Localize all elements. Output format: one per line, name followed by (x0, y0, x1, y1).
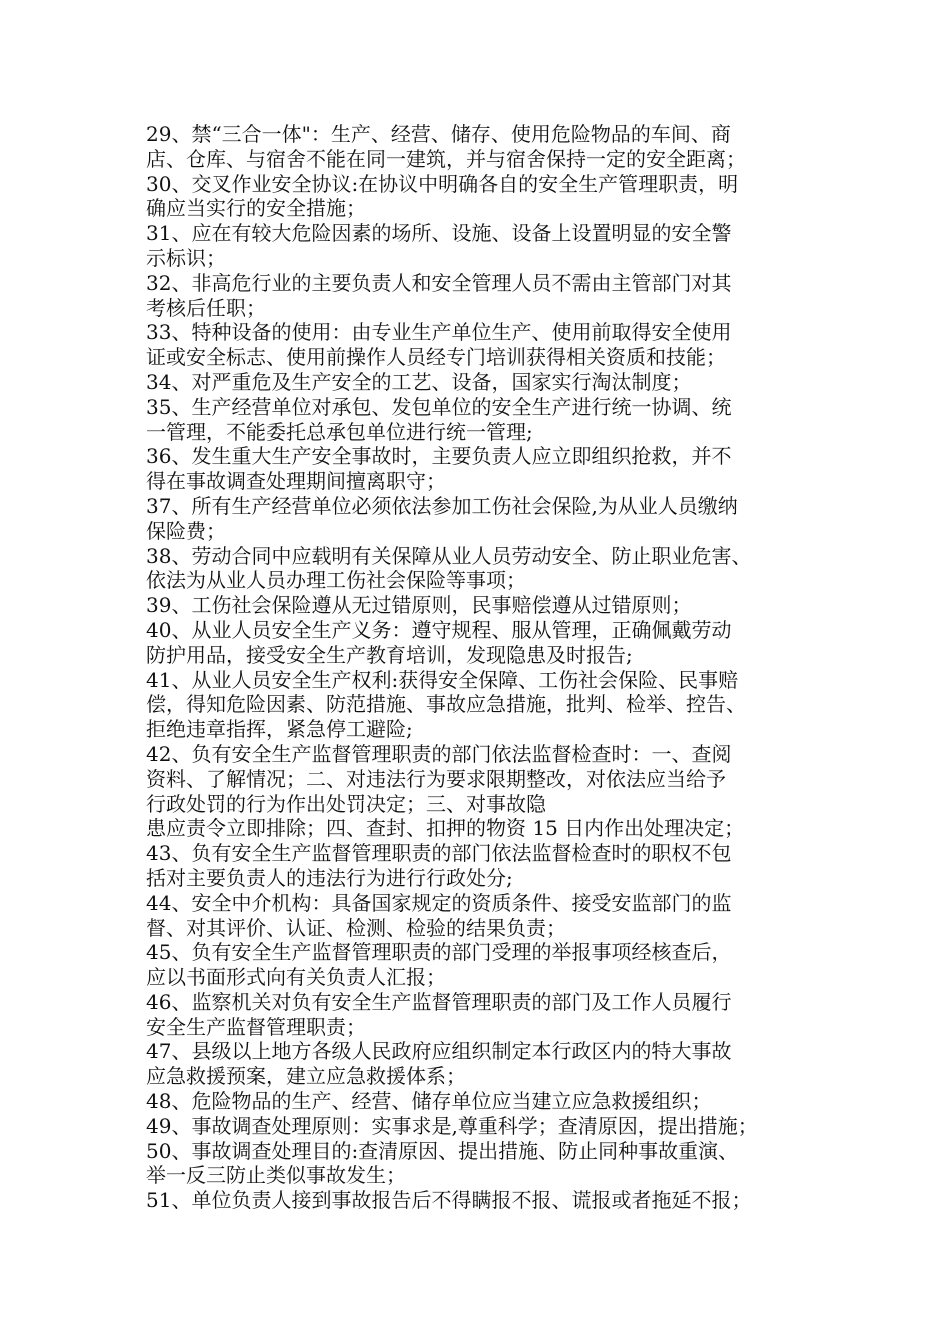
text-line: 30、交叉作业安全协议:在协议中明确各自的安全生产管理职责，明 (146, 171, 739, 196)
text-line: 一管理，不能委托总承包单位进行统一管理; (146, 419, 533, 444)
text-line: 40、从业人员安全生产义务：遵守规程、服从管理，正确佩戴劳动 (146, 617, 732, 642)
text-line: 证或安全标志、使用前操作人员经专门培训获得相关资质和技能； (146, 345, 726, 370)
text-line: 依法为从业人员办理工伤社会保险等事项； (146, 568, 526, 593)
text-line: 督、对其评价、认证、检测、检验的结果负责； (146, 915, 566, 940)
text-line: 考核后任职； (146, 295, 266, 320)
text-line: 确应当实行的安全措施； (146, 196, 366, 221)
text-line: 安全生产监督管理职责； (146, 1014, 366, 1039)
text-line: 42、负有安全生产监督管理职责的部门依法监督检查时：一、查阅 (146, 741, 732, 766)
text-line: 行政处罚的行为作出处罚决定；三、对事故隐 (146, 791, 546, 816)
text-line: 29、禁“三合一体"：生产、经营、储存、使用危险物品的车间、商 (146, 122, 731, 146)
text-line: 51、单位负责人接到事故报告后不得瞒报不报、谎报或者拖延不报； (146, 1188, 752, 1213)
text-line: 43、负有安全生产监督管理职责的部门依法监督检查时的职权不包 (146, 841, 732, 866)
text-line: 得在事故调查处理期间擅离职守； (146, 469, 446, 494)
text-line: 48、危险物品的生产、经营、储存单位应当建立应急救援组织； (146, 1089, 712, 1114)
text-line: 46、监察机关对负有安全生产监督管理职责的部门及工作人员履行 (146, 989, 732, 1014)
text-line: 保险费； (146, 518, 226, 543)
text-line: 31、应在有较大危险因素的场所、设施、设备上设置明显的安全警 (146, 221, 732, 246)
text-line: 34、对严重危及生产安全的工艺、设备，国家实行淘汰制度； (146, 369, 692, 394)
text-line: 38、劳动合同中应载明有关保障从业人员劳动安全、防止职业危害、 (146, 543, 752, 568)
text-line: 36、发生重大生产安全事故时，主要负责人应立即组织抢救，并不 (146, 444, 732, 469)
text-line: 店、仓库、与宿舍不能在同一建筑，并与宿舍保持一定的安全距离； (146, 146, 746, 171)
text-line: 偿，得知危险因素、防范措施、事故应急措施，批判、检举、控告、 (146, 692, 746, 717)
text-line: 33、特种设备的使用：由专业生产单位生产、使用前取得安全使用 (146, 320, 732, 345)
text-line: 示标识； (146, 245, 226, 270)
text-line: 应以书面形式向有关负责人汇报； (146, 965, 446, 990)
document-body (146, 122, 826, 1213)
text-line: 举一反三防止类似事故发生； (146, 1163, 406, 1188)
text-line: 防护用品，接受安全生产教育培训，发现隐患及时报告; (146, 642, 633, 667)
text-line: 资料、了解情况；二、对违法行为要求限期整改，对依法应当给予 (146, 766, 726, 791)
text-line: 47、县级以上地方各级人民政府应组织制定本行政区内的特大事故 (146, 1039, 732, 1064)
text-line: 44、安全中介机构：具备国家规定的资质条件、接受安监部门的监 (146, 890, 732, 915)
text-line: 50、事故调查处理目的:查清原因、提出措施、防止同种事故重演、 (146, 1138, 739, 1163)
text-line: 49、事故调查处理原则：实事求是,尊重科学；查清原因，提出措施； (146, 1113, 758, 1138)
text-line: 32、非高危行业的主要负责人和安全管理人员不需由主管部门对其 (146, 270, 732, 295)
text-line: 37、所有生产经营单位必须依法参加工伤社会保险,为从业人员缴纳 (146, 493, 738, 518)
text-line: 括对主要负责人的违法行为进行行政处分; (146, 865, 513, 890)
text-line: 45、负有安全生产监督管理职责的部门受理的举报事项经核查后， (146, 940, 732, 965)
text-line: 39、工伤社会保险遵从无过错原则，民事赔偿遵从过错原则； (146, 593, 692, 618)
text-line: 应急救援预案，建立应急救援体系； (146, 1064, 466, 1089)
text-line: 35、生产经营单位对承包、发包单位的安全生产进行统一协调、统 (146, 394, 732, 419)
text-line: 41、从业人员安全生产权利:获得安全保障、工伤社会保险、民事赔 (146, 667, 739, 692)
text-line: 拒绝违章指挥，紧急停工避险; (146, 717, 413, 742)
text-line: 患应责令立即排除；四、查封、扣押的物资 15 日内作出处理决定； (146, 816, 745, 841)
